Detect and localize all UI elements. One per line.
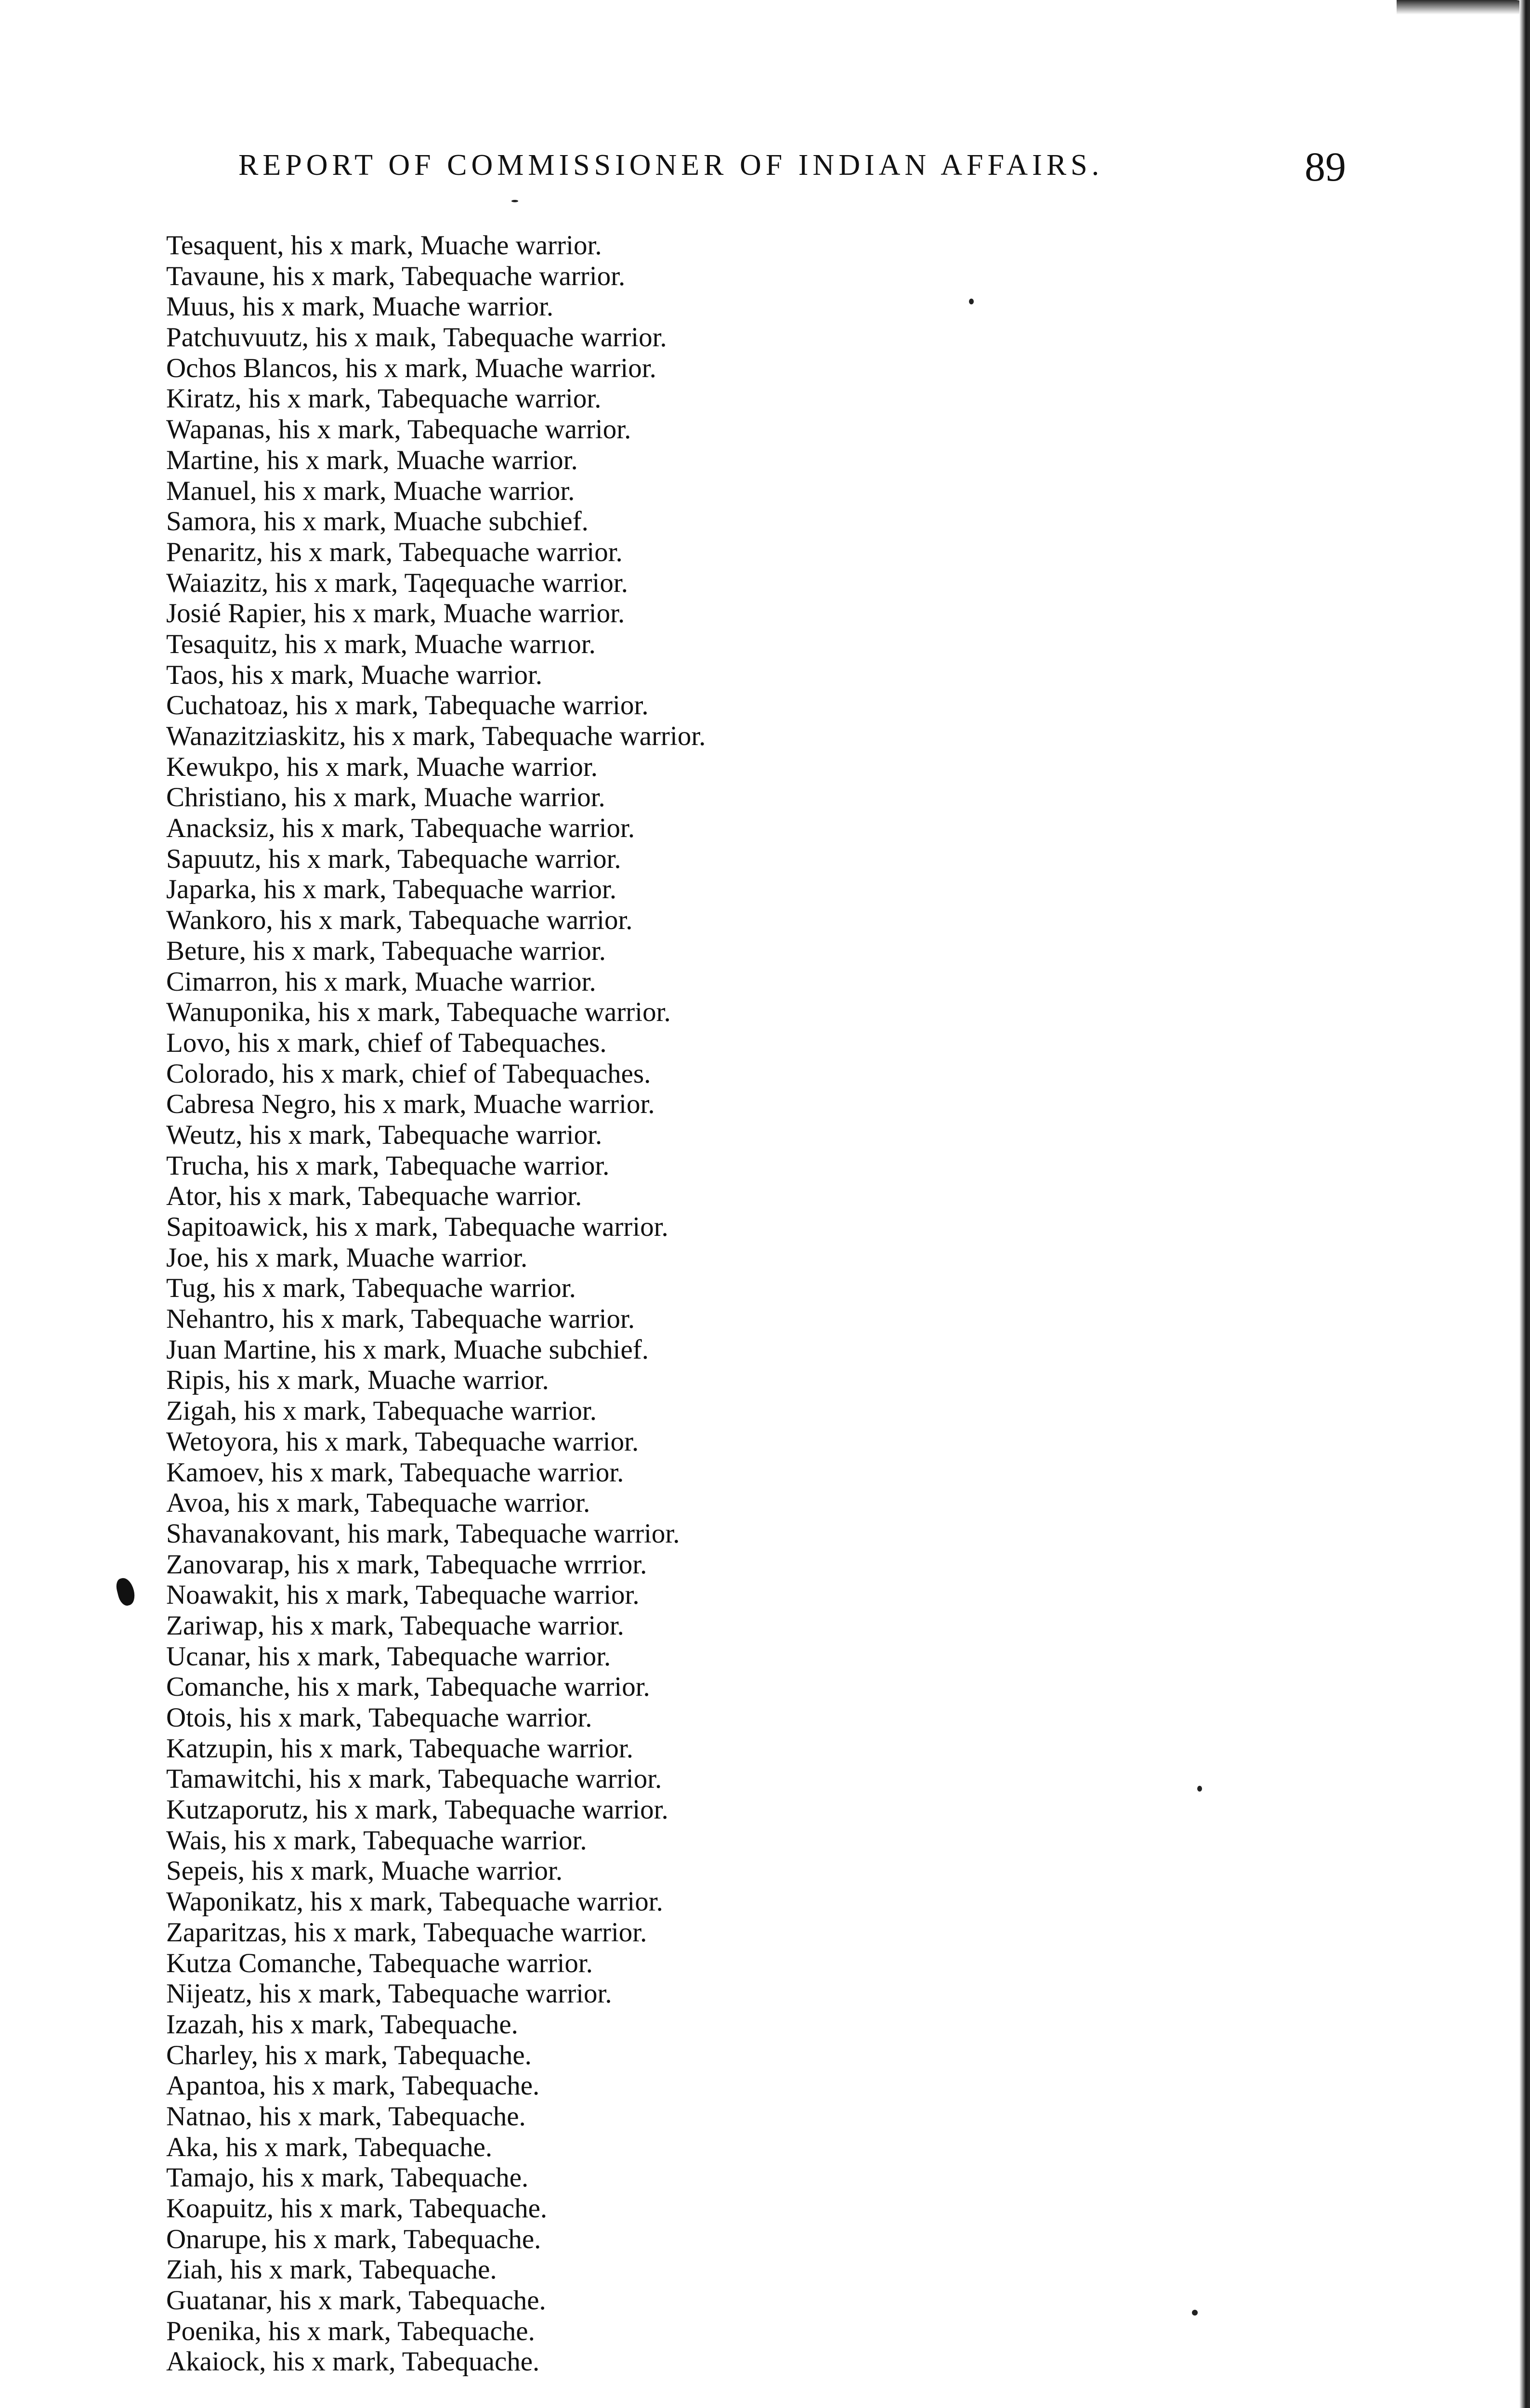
signature-line: Aka, his x mark, Tabequache. <box>166 2132 493 2162</box>
page-header <box>238 144 1346 188</box>
signature-line: Sepeis, his x mark, Muache warrior. <box>166 1856 563 1886</box>
signature-line: Tamajo, his x mark, Tabequache. <box>166 2162 529 2193</box>
signature-line: Koapuitz, his x mark, Tabequache. <box>166 2193 548 2224</box>
signature-line: Wanuponika, his x mark, Tabequache warrior. <box>166 997 671 1028</box>
signature-line: Sapuutz, his x mark, Tabequache warrior. <box>166 843 621 874</box>
ink-speck <box>511 200 518 202</box>
ink-smudge <box>114 1576 137 1608</box>
signature-line: Akaiock, his x mark, Tabequache. <box>166 2346 540 2377</box>
signature-line: Zanovarap, his x mark, Tabequache wrrrior. <box>166 1549 647 1580</box>
signature-line: Kewukpo, his x mark, Muache warrior. <box>166 751 598 782</box>
ink-speck <box>1192 2310 1198 2316</box>
page-edge-top <box>1397 0 1530 14</box>
signature-line: Beture, his x mark, Tabequache warrior. <box>166 935 606 966</box>
signature-line: Ator, his x mark, Tabequache warrior. <box>166 1181 582 1212</box>
signature-line: Taos, his x mark, Muache warrior. <box>166 659 543 690</box>
signature-line: Katzupin, his x mark, Tabequache warrior. <box>166 1733 633 1764</box>
signature-line: Wais, his x mark, Tabequache warrior. <box>166 1825 587 1856</box>
signature-line: Weutz, his x mark, Tabequache warrior. <box>166 1119 602 1150</box>
signature-line: Cimarron, his x mark, Muache warrior. <box>166 966 596 997</box>
signature-line: Waiazitz, his x mark, Taqequache warrior. <box>166 567 628 598</box>
signature-line: Ripis, his x mark, Muache warrior. <box>166 1365 549 1396</box>
signature-line: Otois, his x mark, Tabequache warrior. <box>166 1702 592 1733</box>
page-edge <box>1519 0 1530 2408</box>
signature-line: Cabresa Negro, his x mark, Muache warrior. <box>166 1089 655 1120</box>
signature-line: Kiratz, his x mark, Tabequache warrior. <box>166 383 602 414</box>
signature-line: Ucanar, his x mark, Tabequache warrior. <box>166 1641 611 1672</box>
signature-line: Tug, his x mark, Tabequache warrior. <box>166 1273 576 1304</box>
signature-line: Trucha, his x mark, Tabequache warrior. <box>166 1150 610 1181</box>
signature-line: Avoa, his x mark, Tabequache warrior. <box>166 1488 590 1518</box>
signature-line: Tamawitchi, his x mark, Tabequache warrior. <box>166 1764 662 1794</box>
signature-line: Poenika, his x mark, Tabequache. <box>166 2316 535 2346</box>
signature-line: Wetoyora, his x mark, Tabequache warrior. <box>166 1426 639 1457</box>
signature-line: Josié Rapier, his x mark, Muache warrior. <box>166 598 625 629</box>
signature-line: Ziah, his x mark, Tabequache. <box>166 2254 497 2285</box>
signature-line: Zariwap, his x mark, Tabequache warrior. <box>166 1610 624 1641</box>
signature-line: Lovo, his x mark, chief of Tabequaches. <box>166 1027 607 1058</box>
running-head: REPORT OF COMMISSIONER OF INDIAN AFFAIRS. <box>238 149 1104 182</box>
signature-line: Onarupe, his x mark, Tabequache. <box>166 2224 541 2254</box>
signature-line: Wanazitziaskitz, his x mark, Tabequache warrior. <box>166 721 706 751</box>
signature-line: Kutza Comanche, Tabequache warrior. <box>166 1948 593 1978</box>
signature-line: Juan Martine, his x mark, Muache subchief. <box>166 1334 649 1365</box>
signature-line: Tesaquent, his x mark, Muache warrior. <box>166 230 602 261</box>
signature-line: Kamoev, his x mark, Tabequache warrior. <box>166 1457 624 1488</box>
signature-line: Apantoa, his x mark, Tabequache. <box>166 2070 540 2101</box>
signature-line: Manuel, his x mark, Muache warrior. <box>166 475 575 506</box>
signature-line: Martine, his x mark, Muache warrior. <box>166 445 578 475</box>
signature-line: Ochos Blancos, his x mark, Muache warrior. <box>166 353 656 383</box>
signature-line: Charley, his x mark, Tabequache. <box>166 2040 532 2070</box>
ink-speck <box>1197 1786 1202 1792</box>
signature-line: Japarka, his x mark, Tabequache warrior. <box>166 874 617 905</box>
signature-line: Natnao, his x mark, Tabequache. <box>166 2101 526 2132</box>
page-number: 89 <box>1305 144 1346 190</box>
signature-line: Guatanar, his x mark, Tabequache. <box>166 2285 546 2316</box>
signature-line: Tavaune, his x mark, Tabequache warrior. <box>166 261 626 291</box>
ink-speck <box>969 299 974 304</box>
signature-line: Tesaquitz, his x mark, Muache warrıor. <box>166 628 596 659</box>
signature-line: Nijeatz, his x mark, Tabequache warrior. <box>166 1978 612 2009</box>
signature-list <box>166 230 1226 2377</box>
signature-line: Shavanakovant, his mark, Tabequache warrior. <box>166 1518 680 1549</box>
signature-line: Muus, his x mark, Muache warrior. <box>166 291 554 322</box>
signature-line: Noawakit, his x mark, Tabequache warrior. <box>166 1580 640 1610</box>
signature-line: Penaritz, his x mark, Tabequache warrior. <box>166 537 623 567</box>
signature-line: Zigah, his x mark, Tabequache warrior. <box>166 1396 597 1426</box>
signature-line: Joe, his x mark, Muache warrior. <box>166 1242 528 1273</box>
signature-line: Kutzaporutz, his x mark, Tabequache warrior. <box>166 1794 668 1825</box>
signature-line: Zaparitzas, his x mark, Tabequache warrior. <box>166 1917 647 1948</box>
signature-line: Sapitoawick, his x mark, Tabequache warrior. <box>166 1212 668 1242</box>
signature-line: Anacksiz, his x mark, Tabequache warrior. <box>166 813 635 844</box>
signature-line: Wapanas, his x mark, Tabequache warrior. <box>166 414 631 445</box>
signature-line: Izazah, his x mark, Tabequache. <box>166 2009 518 2040</box>
signature-line: Christiano, his x mark, Muache warrior. <box>166 782 605 813</box>
signature-line: Colorado, his x mark, chief of Tabequaches. <box>166 1058 651 1089</box>
signature-line: Cuchatoaz, his x mark, Tabequache warrior. <box>166 690 649 721</box>
signature-line: Comanche, his x mark, Tabequache warrior. <box>166 1672 650 1702</box>
signature-line: Patchuvuutz, his x maık, Tabequache warrior. <box>166 322 667 353</box>
signature-line: Wankoro, his x mark, Tabequache warrior. <box>166 905 633 936</box>
signature-line: Samora, his x mark, Muache subchief. <box>166 506 588 537</box>
signature-line: Nehantro, his x mark, Tabequache warrior. <box>166 1304 635 1335</box>
signature-line: Waponikatz, his x mark, Tabequache warrior. <box>166 1886 663 1917</box>
